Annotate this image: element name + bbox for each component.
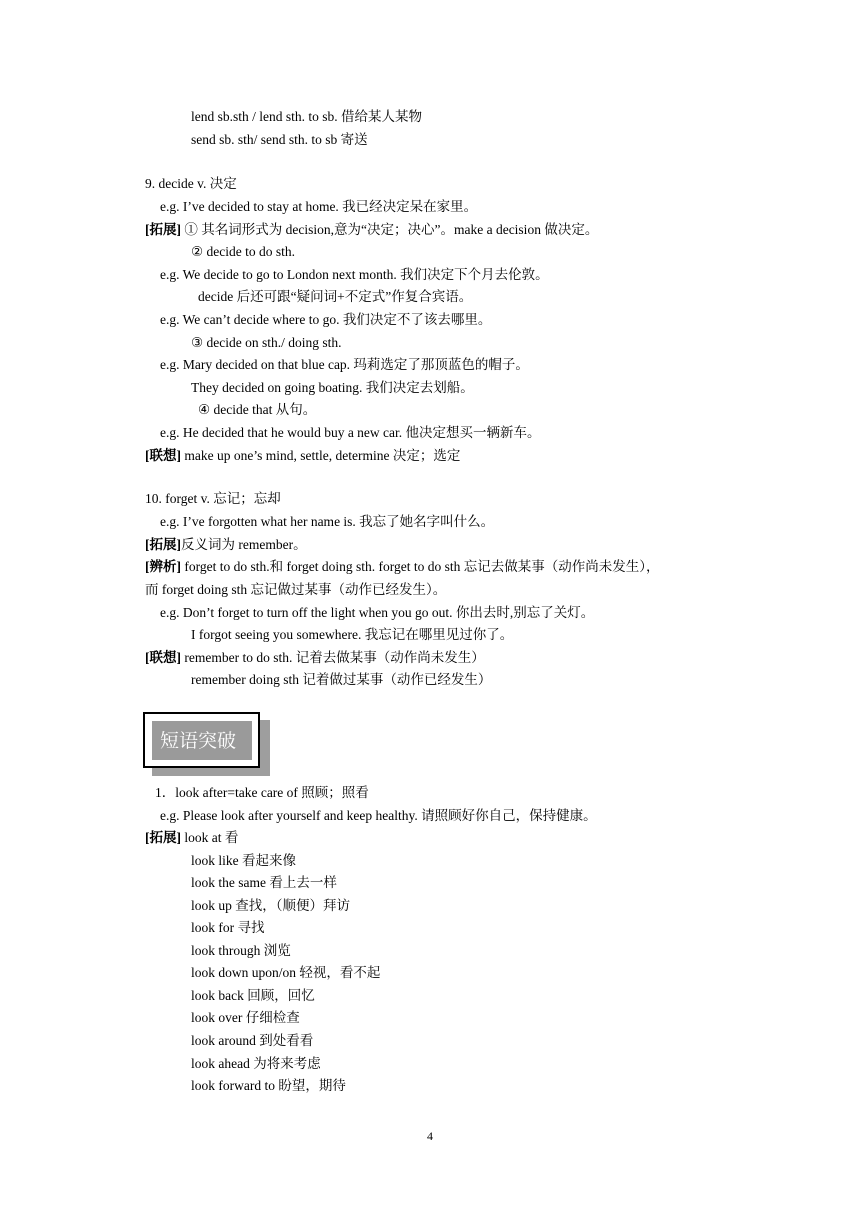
phrase-item: look over 仔细检查 [191, 1010, 300, 1025]
phrase-item: look up 查找，（顺便）拜访 [191, 898, 351, 913]
example-line: e.g. Don’t forget to turn off the light when you go out. 你出去时,别忘了关灯。 [160, 605, 595, 620]
analysis-line [145, 558, 660, 576]
line-text: ① 其名词形式为 decision,意为“决定；决心”。make a decision 做决定。 [181, 222, 599, 237]
extension-line [145, 221, 598, 239]
tag-label: [辨析] [145, 559, 181, 574]
text-line: 而 forget doing sth 忘记做过某事（动作已经发生）。 [145, 582, 447, 597]
text-line: I forgot seeing you somewhere. 我忘记在哪里见过你了。 [191, 627, 514, 642]
tag-label: [拓展] [145, 222, 181, 237]
phrase-item: look ahead 为将来考虑 [191, 1056, 321, 1071]
extension-line [145, 829, 238, 847]
section-banner [143, 712, 260, 768]
banner-fill [152, 721, 252, 760]
page-number: 4 [427, 1129, 433, 1143]
text-line: They decided on going boating. 我们决定去划船。 [191, 380, 474, 395]
phrase-item: look for 寻找 [191, 920, 265, 935]
example-line: e.g. I’ve forgotten what her name is. 我忘了她名字叫什么。 [160, 514, 495, 529]
text-line: remember doing sth 记着做过某事（动作已经发生） [191, 672, 492, 687]
phrase-heading: 1．look after=take care of 照顾；照看 [155, 785, 369, 800]
association-line [145, 447, 460, 465]
text-line: ④ decide that 从句。 [198, 402, 317, 417]
text-line: send sb. sth/ send sth. to sb 寄送 [191, 132, 368, 147]
phrase-item: look through 浏览 [191, 943, 291, 958]
text-line: ③ decide on sth./ doing sth. [191, 335, 342, 350]
tag-label: [联想] [145, 650, 181, 665]
line-text: 反义词为 remember。 [181, 537, 307, 552]
example-line: e.g. We can’t decide where to go. 我们决定不了该去哪里。 [160, 312, 492, 327]
example-line: e.g. He decided that he would buy a new car. 他决定想买一辆新车。 [160, 425, 541, 440]
line-text: remember to do sth. 记着去做某事（动作尚未发生） [181, 650, 485, 665]
text-line: decide 后还可跟“疑问词+不定式”作复合宾语。 [198, 289, 473, 304]
banner-title: 短语突破 [160, 730, 237, 752]
text-line: lend sb.sth / lend sth. to sb. 借给某人某物 [191, 109, 423, 124]
example-line: e.g. I’ve decided to stay at home. 我已经决定呆在家里。 [160, 199, 478, 214]
entry-heading-decide: 9. decide v. 决定 [145, 176, 237, 191]
phrase-item: look around 到处看看 [191, 1033, 314, 1048]
line-text: make up one’s mind, settle, determine 决定；选定 [181, 448, 461, 463]
line-text: forget to do sth.和 forget doing sth. forget to do sth 忘记去做某事（动作尚未发生）， [181, 559, 660, 574]
tag-label: [拓展] [145, 537, 181, 552]
extension-line [145, 536, 307, 554]
example-line: e.g. Mary decided on that blue cap. 玛莉选定了那顶蓝色的帽子。 [160, 357, 529, 372]
example-line: e.g. Please look after yourself and keep healthy. 请照顾好你自己，保持健康。 [160, 808, 597, 823]
phrase-item: look forward to 盼望，期待 [191, 1078, 346, 1093]
phrase-item: look the same 看上去一样 [191, 875, 337, 890]
tag-label: [联想] [145, 448, 181, 463]
phrase-item: look back 回顾，回忆 [191, 988, 315, 1003]
tag-label: [拓展] [145, 830, 181, 845]
phrase-item: look like 看起来像 [191, 853, 296, 868]
association-line [145, 649, 485, 667]
entry-heading-forget: 10. forget v. 忘记；忘却 [145, 491, 281, 506]
line-text: look at 看 [181, 830, 239, 845]
text-line: ② decide to do sth. [191, 244, 295, 259]
example-line: e.g. We decide to go to London next month. 我们决定下个月去伦敦。 [160, 267, 549, 282]
phrase-item: look down upon/on 轻视，看不起 [191, 965, 381, 980]
